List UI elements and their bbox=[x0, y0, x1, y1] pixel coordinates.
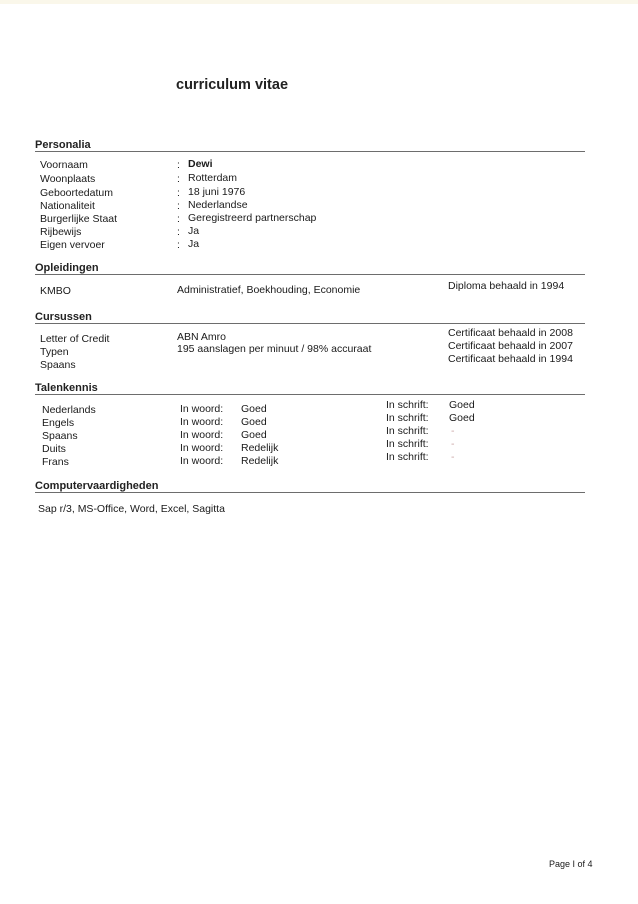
section-divider bbox=[35, 492, 585, 493]
section-divider bbox=[35, 274, 585, 275]
spoken-level: Goed bbox=[241, 416, 267, 428]
course-result: Certificaat behaald in 1994 bbox=[448, 353, 573, 365]
written-level: - bbox=[451, 438, 455, 450]
label-rijbewijs: Rijbewijs bbox=[40, 226, 82, 238]
section-divider bbox=[35, 394, 585, 395]
spoken-label: In woord: bbox=[180, 416, 224, 428]
written-level: Goed bbox=[449, 399, 475, 411]
value-woonplaats: Rotterdam bbox=[188, 172, 238, 184]
spoken-label: In woord: bbox=[180, 455, 224, 467]
spoken-level: Redelijk bbox=[241, 442, 279, 454]
course-result: Certificaat behaald in 2007 bbox=[448, 340, 573, 352]
section-heading-personalia: Personalia bbox=[35, 139, 91, 151]
education-result: Diploma behaald in 1994 bbox=[448, 280, 565, 292]
scan-edge bbox=[0, 0, 638, 4]
value-burgerlijke-staat: Geregistreerd partnerschap bbox=[188, 212, 317, 224]
colon: : bbox=[177, 200, 180, 212]
section-divider bbox=[35, 151, 585, 152]
written-level: - bbox=[451, 425, 455, 437]
section-heading-talenkennis: Talenkennis bbox=[35, 382, 98, 394]
label-burgerlijke-staat: Burgerlijke Staat bbox=[40, 213, 118, 225]
value-rijbewijs: Ja bbox=[188, 225, 200, 237]
written-label: In schrift: bbox=[386, 451, 429, 463]
colon: : bbox=[177, 159, 180, 171]
written-label: In schrift: bbox=[386, 399, 429, 411]
colon: : bbox=[177, 226, 180, 238]
written-level: Goed bbox=[449, 412, 475, 424]
page-number: Page I of 4 bbox=[549, 859, 593, 869]
section-heading-computervaardigheden: Computervaardigheden bbox=[35, 480, 159, 492]
spoken-level: Goed bbox=[241, 429, 267, 441]
colon: : bbox=[177, 239, 180, 251]
written-label: In schrift: bbox=[386, 425, 429, 437]
language-name: Nederlands bbox=[42, 404, 96, 416]
course-name: Letter of Credit bbox=[40, 333, 110, 345]
section-divider bbox=[35, 323, 585, 324]
spoken-label: In woord: bbox=[180, 442, 224, 454]
written-label: In schrift: bbox=[386, 438, 429, 450]
spoken-level: Redelijk bbox=[241, 455, 279, 467]
education-level: KMBO bbox=[40, 285, 71, 297]
language-name: Spaans bbox=[42, 430, 78, 442]
section-heading-opleidingen: Opleidingen bbox=[35, 262, 99, 274]
course-detail: 195 aanslagen per minuut / 98% accuraat bbox=[177, 343, 372, 355]
colon: : bbox=[177, 213, 180, 225]
value-nationaliteit: Nederlandse bbox=[188, 199, 248, 211]
colon: : bbox=[177, 187, 180, 199]
value-voornaam: Dewi bbox=[188, 158, 213, 170]
course-result: Certificaat behaald in 2008 bbox=[448, 327, 573, 339]
spoken-label: In woord: bbox=[180, 403, 224, 415]
language-name: Frans bbox=[42, 456, 69, 468]
language-name: Duits bbox=[42, 443, 66, 455]
document-title: curriculum vitae bbox=[176, 77, 289, 93]
written-level: - bbox=[451, 451, 455, 463]
course-name: Typen bbox=[40, 346, 69, 358]
section-heading-cursussen: Cursussen bbox=[35, 311, 92, 323]
language-name: Engels bbox=[42, 417, 75, 429]
written-label: In schrift: bbox=[386, 412, 429, 424]
label-woonplaats: Woonplaats bbox=[40, 173, 96, 185]
value-eigen-vervoer: Ja bbox=[188, 238, 200, 250]
course-name: Spaans bbox=[40, 359, 76, 371]
education-subject: Administratief, Boekhouding, Economie bbox=[177, 284, 361, 296]
label-voornaam: Voornaam bbox=[40, 159, 88, 171]
label-nationaliteit: Nationaliteit bbox=[40, 200, 95, 212]
spoken-level: Goed bbox=[241, 403, 267, 415]
label-geboortedatum: Geboortedatum bbox=[40, 187, 113, 199]
value-geboortedatum: 18 juni 1976 bbox=[188, 186, 246, 198]
course-detail: ABN Amro bbox=[177, 331, 227, 343]
label-eigen-vervoer: Eigen vervoer bbox=[40, 239, 105, 251]
colon: : bbox=[177, 173, 180, 185]
spoken-label: In woord: bbox=[180, 429, 224, 441]
computer-skills-text: Sap r/3, MS-Office, Word, Excel, Sagitta bbox=[38, 503, 225, 515]
